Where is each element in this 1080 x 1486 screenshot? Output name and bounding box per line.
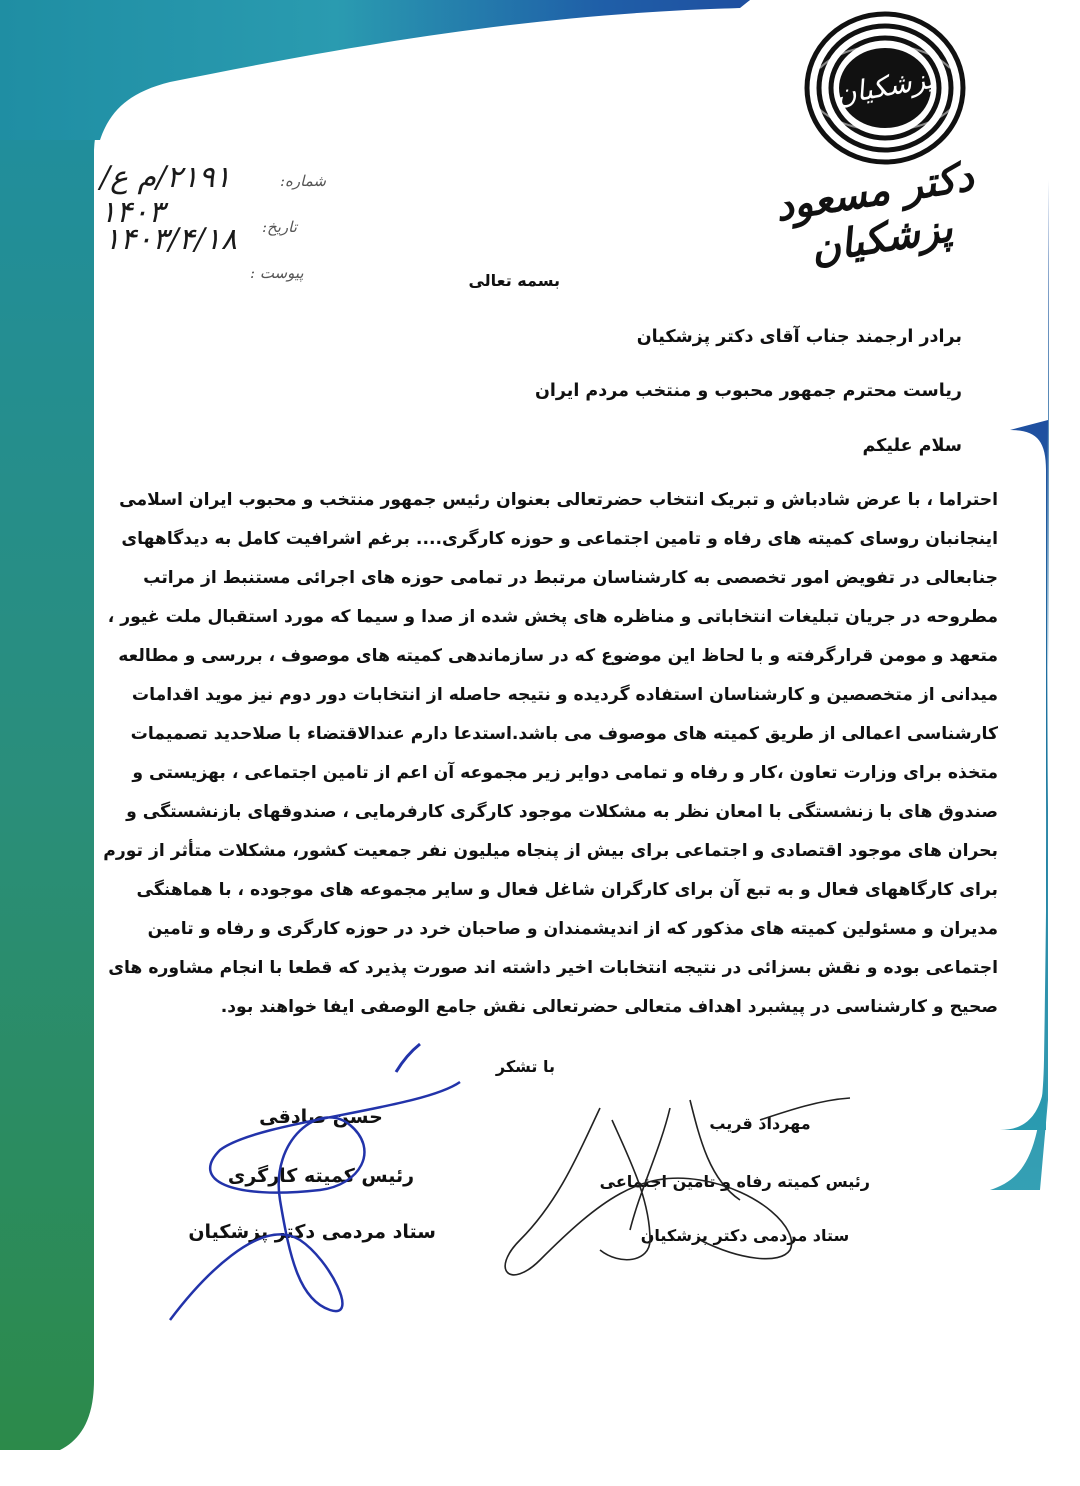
invocation: بسمه تعالی	[468, 271, 560, 290]
recipient-line-2: ریاست محترم جمهور محبوب و منتخب مردم ایران	[534, 381, 962, 401]
greeting: سلام علیکم	[862, 436, 962, 456]
brand-title: دکتر مسعود پزشکیان	[771, 152, 977, 273]
body-line: برای کارگاههای فعال و به تبع آن برای کارگران شاغل فعال و سایر مجموعه های موجوده ، با هماهنگی	[136, 880, 998, 900]
attachment-label: پیوست :	[250, 264, 304, 282]
body-line: احتراما ، با عرض شادباش و تبریک انتخاب حضرتعالی بعنوان رئیس جمهور منتخب و محبوب ایران اسلامی	[119, 490, 998, 510]
logo-seal	[800, 8, 970, 168]
date-value: ۱۴۰۳/۴/۱۸	[104, 222, 238, 257]
body-line: مطروحه در جریان تبلیغات انتخاباتی و مناظره های پخش شده از صدا و سیما که مورد استقبال ملت غیور ،	[107, 607, 998, 627]
signatory-title: رئیس کمیته کارگری	[227, 1165, 415, 1187]
body-last-line: صحیح و کارشناسی در پیشبرد اهداف متعالی حضرتعالی نقش جامع الوصفی ایفا خواهند بود.	[220, 997, 998, 1017]
number-label: شماره:	[280, 172, 326, 190]
body-line: جنابعالی در تفویض امور تخصصی به کارشناسان مرتبط در تمامی حوزه های اجرائی مستنبط از مراتب	[143, 568, 998, 588]
signatory-org: ستاد مردمی دکتر پزشکیان	[188, 1221, 436, 1243]
closing: با تشکر	[495, 1057, 555, 1076]
body-line: صندوق های با زنشستگی با امعان نظر به مشکلات موجود کارگری کارفرمایی ، صندوقهای بازنشستگی و	[126, 802, 998, 822]
number-value: ۲۱۹۱/م ع/۱۴۰۳	[100, 160, 231, 230]
body-line: متعهد و مومن قرارگرفته و با لحاظ این موضوع که در سازماندهی کمیته های موصوف ، بررسی و مطالعه	[118, 646, 998, 666]
logo-text: پزشکیان	[833, 61, 937, 112]
signatory-name: مهرداد قریب	[709, 1114, 811, 1133]
recipient-line-1: برادر ارجمند جناب آقای دکتر پزشکیان	[636, 327, 962, 347]
signatory-name: حسن صادقی	[259, 1106, 383, 1128]
body-line: اجتماعی بوده و نقش بسزائی در نتیجه انتخابات اخیر داشته اند صورت پذیرد که قطعا با انجام مشاوره های	[108, 958, 998, 978]
signatory-title: رئیس کمیته رفاه و تامین اجتماعی	[599, 1172, 870, 1191]
signatory-org: ستاد مردمی دکتر پزشکیان	[640, 1226, 850, 1245]
body-line: بحران های موجود اقتصادی و اجتماعی برای بیش از پنجاه میلیون نفر جمعیت کشور، مشکلات متأثر از تورم	[103, 841, 998, 861]
body-line: متخذه برای وزارت تعاون ،کار و رفاه و تمامی دوایر زیر مجموعه آن اعم از تامین اجتماعی ، بهزیستی و	[132, 763, 998, 783]
body-line: میدانی از متخصصین و کارشناسان استفاده گردیده و نتیجه حاصله از انتخابات دور دوم نیز موید اقدامات	[131, 685, 998, 705]
body-line: اینجانبان روسای کمیته های رفاه و تامین اجتماعی و حوزه کارگری.... برغم اشرافیت کامل به دیدگاههای	[121, 529, 998, 549]
date-label: تاریخ:	[262, 218, 297, 236]
body-line: مدیران و مسئولین کمیته های مذکور که از اندیشمندان و صاحبان خرد در حوزه کارگری و رفاه و تامین	[147, 919, 998, 939]
body-line: کارشناسی اعمالی از طریق کمیته های موصوف می باشد.استدعا دارم عندالاقتضاء با صلاحدید تصمیمات	[130, 724, 998, 744]
